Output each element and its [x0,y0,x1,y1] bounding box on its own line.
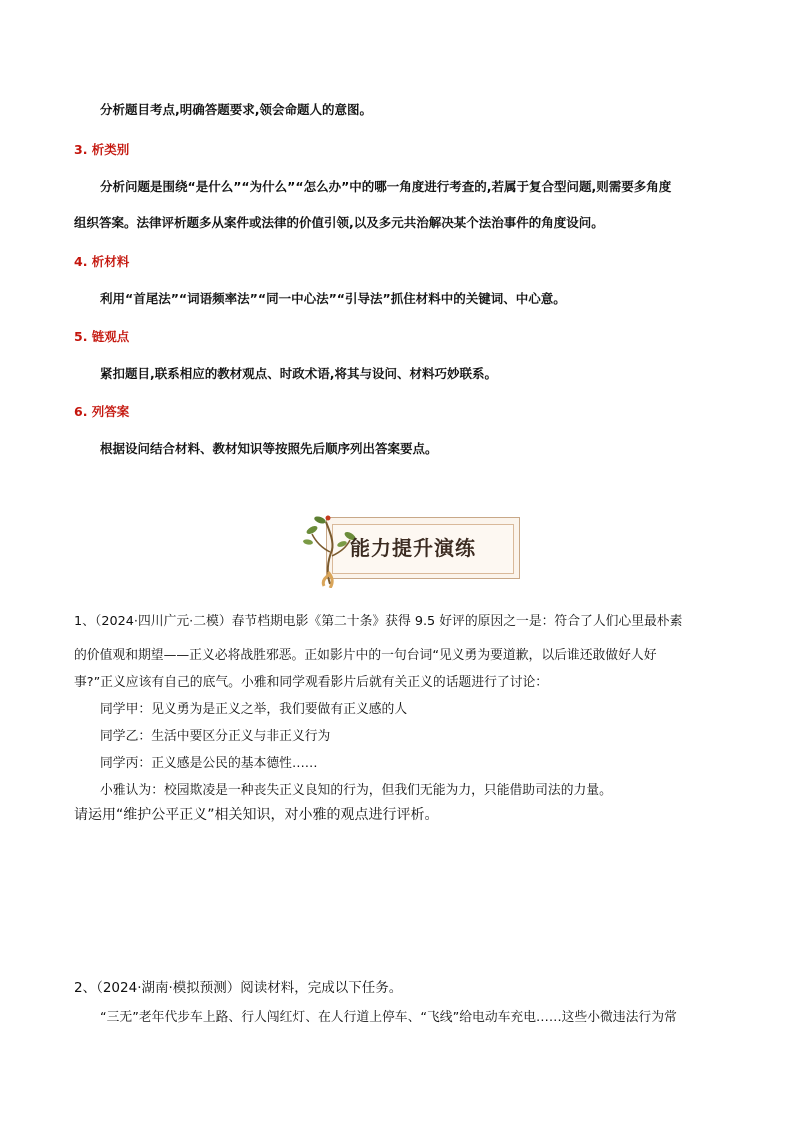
step-heading-3: 3. 析类别 [74,142,130,157]
question1-line: 1、（2024·四川广元·二模）春节档期电影《第二十条》获得 9.5 好评的原因之一是：符合了人们心里最朴素 [74,614,683,629]
question1-opinion: 同学丙：正义感是公民的基本德性…… [100,756,318,771]
question2-line: “三无”老年代步车上路、行人闯红灯、在人行道上停车、“飞线”给电动车充电……这些小微违法行为常 [100,1010,677,1025]
question1-opinion: 同学乙：生活中要区分正义与非正义行为 [100,729,331,744]
step-heading-4: 4. 析材料 [74,254,130,269]
question1-task: 请运用“维护公平正义”相关知识，对小雅的观点进行评析。 [74,807,439,823]
section-banner [300,512,520,588]
question1-opinion: 同学甲：见义勇为是正义之举，我们要做有正义感的人 [100,702,408,717]
step-heading-5: 5. 链观点 [74,329,130,344]
question1-opinion: 小雅认为：校园欺凌是一种丧失正义良知的行为，但我们无能为力，只能借助司法的力量。 [100,783,612,798]
question1-line: 的价值观和期望——正义必将战胜邪恶。正如影片中的一句台词“见义勇为要道歉，以后谁还敢做好人好 [74,648,657,663]
step-line: 根据设问结合材料、教材知识等按照先后顺序列出答案要点。 [100,441,438,456]
question2-line: 2、（2024·湖南·模拟预测）阅读材料，完成以下任务。 [74,980,403,996]
step-line: 分析问题是围绕“是什么”“为什么”“怎么办”中的哪一角度进行考查的,若属于复合型问题,则需要多角度 [100,179,672,194]
question1-line: 事?”正义应该有自己的底气。小雅和同学观看影片后就有关正义的话题进行了讨论： [74,675,549,690]
step-line: 利用“首尾法”“词语频率法”“同一中心法”“引导法”抓住材料中的关键词、中心意。 [100,291,566,306]
intro-line: 分析题目考点,明确答题要求,领会命题人的意图。 [100,102,372,117]
step-heading-6: 6. 列答案 [74,404,130,419]
banner-title: 能力提升演练 [350,536,476,560]
step-line: 组织答案。法律评析题多从案件或法律的价值引领,以及多元共治解决某个法治事件的角度设问。 [74,215,604,230]
step-line: 紧扣题目,联系相应的教材观点、时政术语,将其与设问、材料巧妙联系。 [100,366,497,381]
